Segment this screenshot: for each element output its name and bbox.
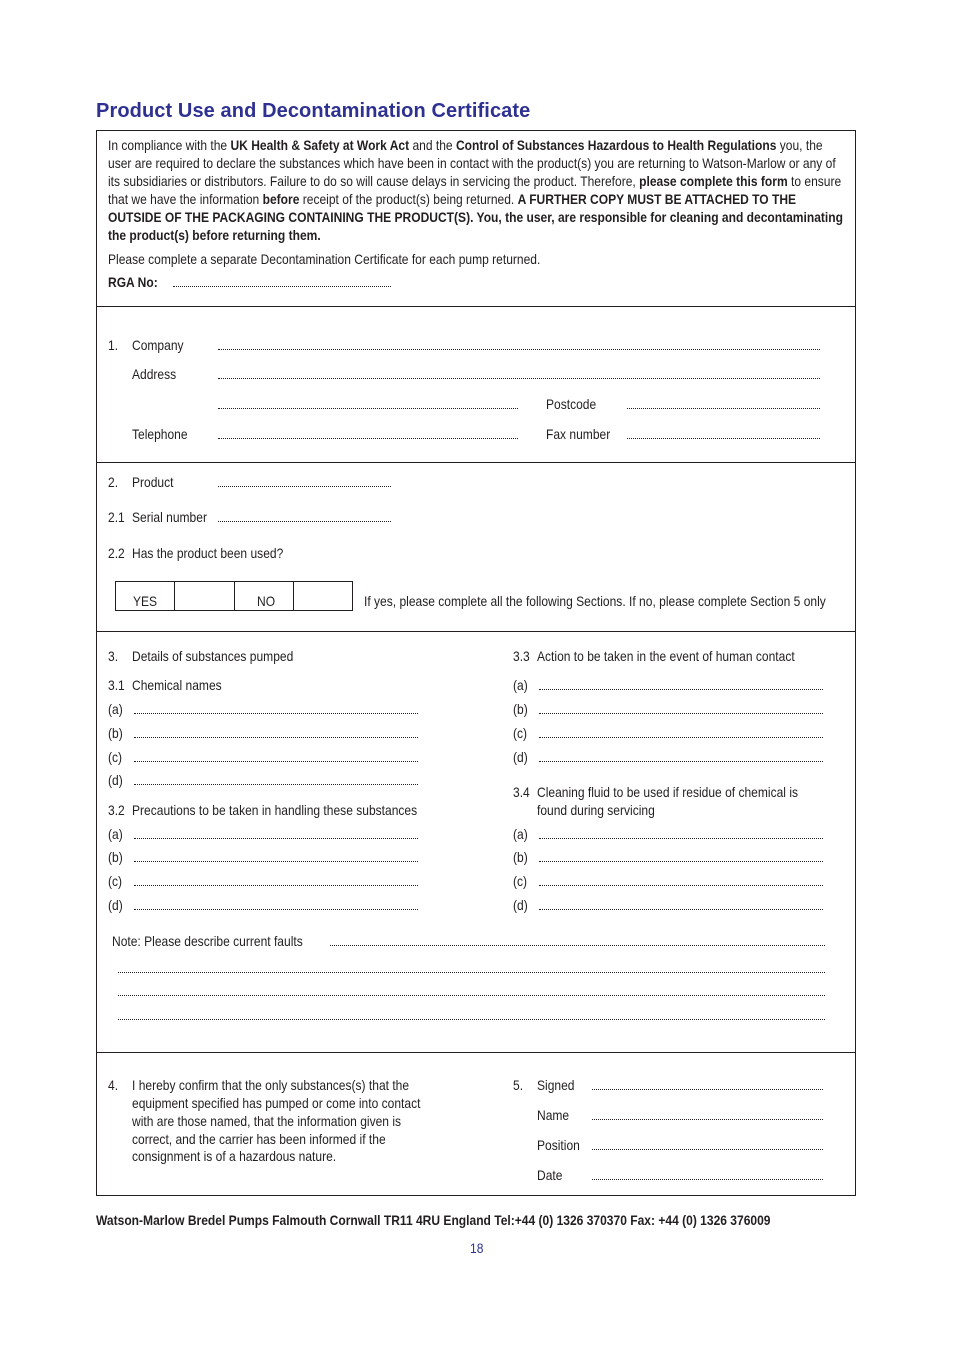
item-label: (c): [108, 749, 123, 765]
signed-label: Signed: [537, 1077, 575, 1093]
section4-declaration-line3: with are those named, that the information given is: [132, 1113, 402, 1129]
faults-field-1[interactable]: [330, 945, 825, 946]
section1-number: 1.: [108, 337, 119, 353]
item-label: (b): [108, 849, 123, 865]
precaution-field-a[interactable]: [134, 838, 418, 839]
date-label: Date: [537, 1167, 563, 1183]
divider: [97, 462, 855, 463]
section4-declaration-line1: I hereby confirm that the only substances(s) that the: [132, 1077, 410, 1093]
cleaning-fluid-label-line2: found during servicing: [537, 802, 655, 818]
fax-label: Fax number: [546, 426, 611, 442]
item-label: (b): [513, 701, 528, 717]
chemical-names-label: Chemical names: [132, 677, 222, 693]
precaution-field-b[interactable]: [134, 861, 418, 862]
position-label: Position: [537, 1137, 580, 1153]
name-field[interactable]: [592, 1119, 823, 1120]
rga-field[interactable]: [173, 286, 391, 287]
no-checkbox[interactable]: [294, 582, 352, 610]
chemical-name-field-d[interactable]: [134, 784, 418, 785]
item-label: (c): [513, 873, 528, 889]
section3-heading: Details of substances pumped: [132, 648, 294, 664]
cleaning-fluid-label-line1: Cleaning fluid to be used if residue of chemical is: [537, 784, 799, 800]
precautions-index: 3.2: [108, 802, 125, 818]
chemical-name-field-c[interactable]: [134, 761, 418, 762]
footer-contact: Watson-Marlow Bredel Pumps Falmouth Cornwall TR11 4RU England Tel:+44 (0) 1326 370370 Fax: +44 (0) 1326 376009: [96, 1212, 771, 1228]
section4-number: 4.: [108, 1077, 119, 1093]
cleaning-fluid-field-c[interactable]: [539, 885, 823, 886]
used-instruction: If yes, please complete all the following Sections. If no, please complete Section 5 only: [364, 593, 826, 609]
item-label: (a): [513, 826, 528, 842]
item-label: (c): [513, 725, 528, 741]
cleaning-fluid-field-d[interactable]: [539, 909, 823, 910]
human-contact-field-c[interactable]: [539, 737, 823, 738]
item-label: (a): [108, 826, 123, 842]
item-label: (c): [108, 873, 123, 889]
precaution-field-d[interactable]: [134, 909, 418, 910]
rga-label: RGA No:: [108, 274, 158, 290]
faults-field-2[interactable]: [118, 972, 825, 973]
item-label: (d): [108, 772, 123, 788]
cleaning-fluid-field-a[interactable]: [539, 838, 823, 839]
item-label: (d): [513, 749, 528, 765]
section4-declaration-line4: correct, and the carrier has been informed if the: [132, 1131, 386, 1147]
chemical-name-field-a[interactable]: [134, 713, 418, 714]
serial-number-label: Serial number: [132, 509, 207, 525]
divider: [97, 306, 855, 307]
divider: [234, 582, 235, 610]
telephone-label: Telephone: [132, 426, 188, 442]
precaution-field-c[interactable]: [134, 885, 418, 886]
section5-number: 5.: [513, 1077, 524, 1093]
item-label: (b): [108, 725, 123, 741]
address-field-1[interactable]: [218, 378, 820, 379]
human-contact-field-d[interactable]: [539, 761, 823, 762]
serial-number-index: 2.1: [108, 509, 125, 525]
section4-declaration-line5: consignment is of a hazardous nature.: [132, 1148, 337, 1164]
human-contact-index: 3.3: [513, 648, 530, 664]
address-field-2[interactable]: [218, 408, 518, 409]
certificate-form: [96, 130, 856, 1196]
chemical-names-index: 3.1: [108, 677, 125, 693]
name-label: Name: [537, 1107, 570, 1123]
cleaning-fluid-field-b[interactable]: [539, 861, 823, 862]
human-contact-label: Action to be taken in the event of human contact: [537, 648, 795, 664]
section3-number: 3.: [108, 648, 119, 664]
signed-field[interactable]: [592, 1089, 823, 1090]
item-label: (a): [513, 677, 528, 693]
page-title: Product Use and Decontamination Certificate: [96, 100, 531, 122]
intro-note: Please complete a separate Decontamination Certificate for each pump returned.: [108, 251, 541, 267]
date-field[interactable]: [592, 1179, 823, 1180]
divider: [97, 631, 855, 632]
no-label: NO: [257, 593, 276, 609]
product-used-index: 2.2: [108, 545, 125, 561]
faults-note-label: Note: Please describe current faults: [112, 933, 303, 949]
precautions-label: Precautions to be taken in handling these substances: [132, 802, 418, 818]
item-label: (a): [108, 701, 123, 717]
page-number: 18: [470, 1240, 484, 1256]
postcode-field[interactable]: [627, 408, 820, 409]
intro-paragraph: In compliance with the UK Health & Safety at Work Act and the Control of Substances Hazardous to Health Regulations you, the user are required to declare the substances which have been in contact with the product(s) you are returning to Watson-Marlow or any of its subsidiaries or distributors. Failure to do so will cause delays in servicing the product. Therefore, please complete this form to ensure that we have the information before receipt of the product(s) being returned. A FURTHER COPY MUST BE ATTACHED TO THE OUTSIDE OF THE PACKAGING CONTAINING THE PRODUCT(S). You, the user, are responsible for cleaning and decontaminating the product(s) before returning them.: [108, 137, 843, 243]
human-contact-field-b[interactable]: [539, 713, 823, 714]
divider: [97, 1052, 855, 1053]
yes-checkbox[interactable]: [175, 582, 233, 610]
cleaning-fluid-index: 3.4: [513, 784, 530, 800]
product-label: Product: [132, 474, 174, 490]
company-label: Company: [132, 337, 184, 353]
telephone-field[interactable]: [218, 438, 518, 439]
product-field[interactable]: [218, 486, 391, 487]
fax-field[interactable]: [627, 438, 820, 439]
item-label: (d): [108, 897, 123, 913]
postcode-label: Postcode: [546, 396, 597, 412]
company-field[interactable]: [218, 349, 820, 350]
position-field[interactable]: [592, 1149, 823, 1150]
yes-label: YES: [133, 593, 158, 609]
yes-no-selector: [115, 581, 353, 611]
item-label: (b): [513, 849, 528, 865]
chemical-name-field-b[interactable]: [134, 737, 418, 738]
serial-number-field[interactable]: [218, 521, 391, 522]
section4-declaration-line2: equipment specified has pumped or come into contact: [132, 1095, 421, 1111]
faults-field-4[interactable]: [118, 1019, 825, 1020]
product-used-question: Has the product been used?: [132, 545, 284, 561]
section2-number: 2.: [108, 474, 119, 490]
item-label: (d): [513, 897, 528, 913]
address-label: Address: [132, 366, 177, 382]
faults-field-3[interactable]: [118, 995, 825, 996]
human-contact-field-a[interactable]: [539, 689, 823, 690]
